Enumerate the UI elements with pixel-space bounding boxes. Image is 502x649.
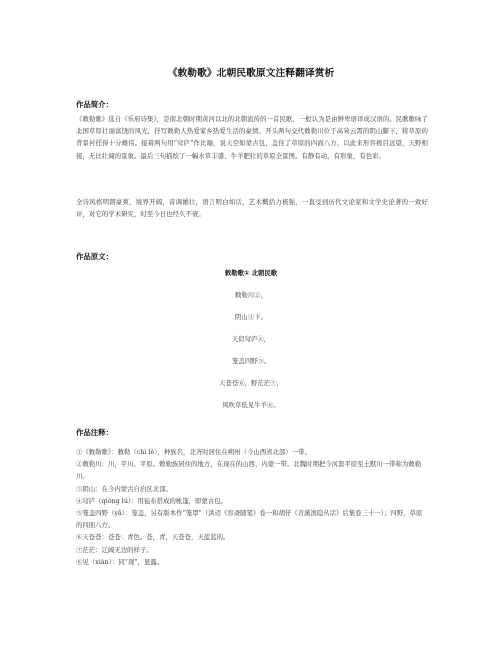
note-item: ⑦茫茫：辽阔无边的样子。 bbox=[76, 545, 153, 554]
note-item: ④穹庐（qióng lú）：用毡布搭成的帐篷，即蒙古包。 bbox=[76, 496, 227, 505]
poem-line: 风吹草低见牛羊⑧。 bbox=[222, 401, 280, 409]
document-title: 《敕勒歌》北朝民歌原文注释翻译赏析 bbox=[167, 68, 335, 79]
note-item: ③阴山：在今内蒙古自治区北部。 bbox=[76, 484, 172, 493]
intro-paragraph-1: 《敕勒歌》选自《乐府诗集》，是南北朝时期黄河以北的北朝流传的一首民歌，一般认为是由鲜卑语译成汉语的。民歌歌咏了北国草原壮丽富饶的风光，抒写敕勒人热爱家乡热爱生活的豪情。开头两句交代敕勒川位于高耸云霄的阴山脚下，将草原的背景衬托得十分雄伟。接着两句用“穹庐”作比喻，说天空如蒙古包，盖住了草原的四面八方，以此来形容极目远望，天野相接，无比壮阔的景象。最后三句描绘了一幅水草丰盛、牛羊肥壮的草原全景图。有静有动，有形象，有色彩。 bbox=[76, 115, 428, 160]
note-item: ②敕勒川：川，平川、平原。敕勒族居住的地方，在现在的山西、内蒙一带。北魏时期把今河套平原至土默川一带称为敕勒川。 bbox=[76, 460, 422, 481]
poem-line: 天苍苍⑥，野茫茫⑦， bbox=[219, 379, 283, 387]
poem bbox=[0, 268, 502, 410]
intro-heading: 作品简介： bbox=[76, 100, 113, 109]
poem-title: 敕勒歌① 北朝民歌 bbox=[224, 269, 278, 277]
poem-line: 阴山③下。 bbox=[235, 313, 267, 321]
poem-line: 天似穹庐④， bbox=[231, 335, 271, 343]
original-heading: 作品原文： bbox=[76, 252, 113, 261]
intro-paragraph-2: 全诗风格明朗豪爽，境界开阔，音调雄壮，语言明白如话，艺术概括力极强，一直受到历代文论家和文学史论著的一致好评，对它的学术研究，时至今日也经久不衰。 bbox=[76, 198, 428, 219]
note-item: ⑤笼盖四野（yǎ）：笼盖，另有版本作“笼罩”（洪迈《容斋随笔》卷一和胡仔《苕溪渔隐丛话》后集卷三十一）；四野，草原的四面八方。 bbox=[76, 509, 423, 530]
note-item: ①《敕勒歌》：敕勒（chì lè），种族名，北齐时居住在朔州（今山西省北部）一带。 bbox=[76, 448, 311, 456]
poem-line: 敕勒川②， bbox=[235, 291, 267, 299]
notes-heading: 作品注释： bbox=[76, 428, 113, 437]
notes-list bbox=[76, 446, 428, 568]
note-item: ⑥天苍苍：苍苍：青色。苍，青，天苍苍，天蓝蓝的。 bbox=[76, 533, 230, 542]
poem-line: 笼盖四野⑤。 bbox=[231, 357, 271, 365]
note-item: ⑧见（xiàn）：同“现”，显露。 bbox=[76, 557, 164, 566]
